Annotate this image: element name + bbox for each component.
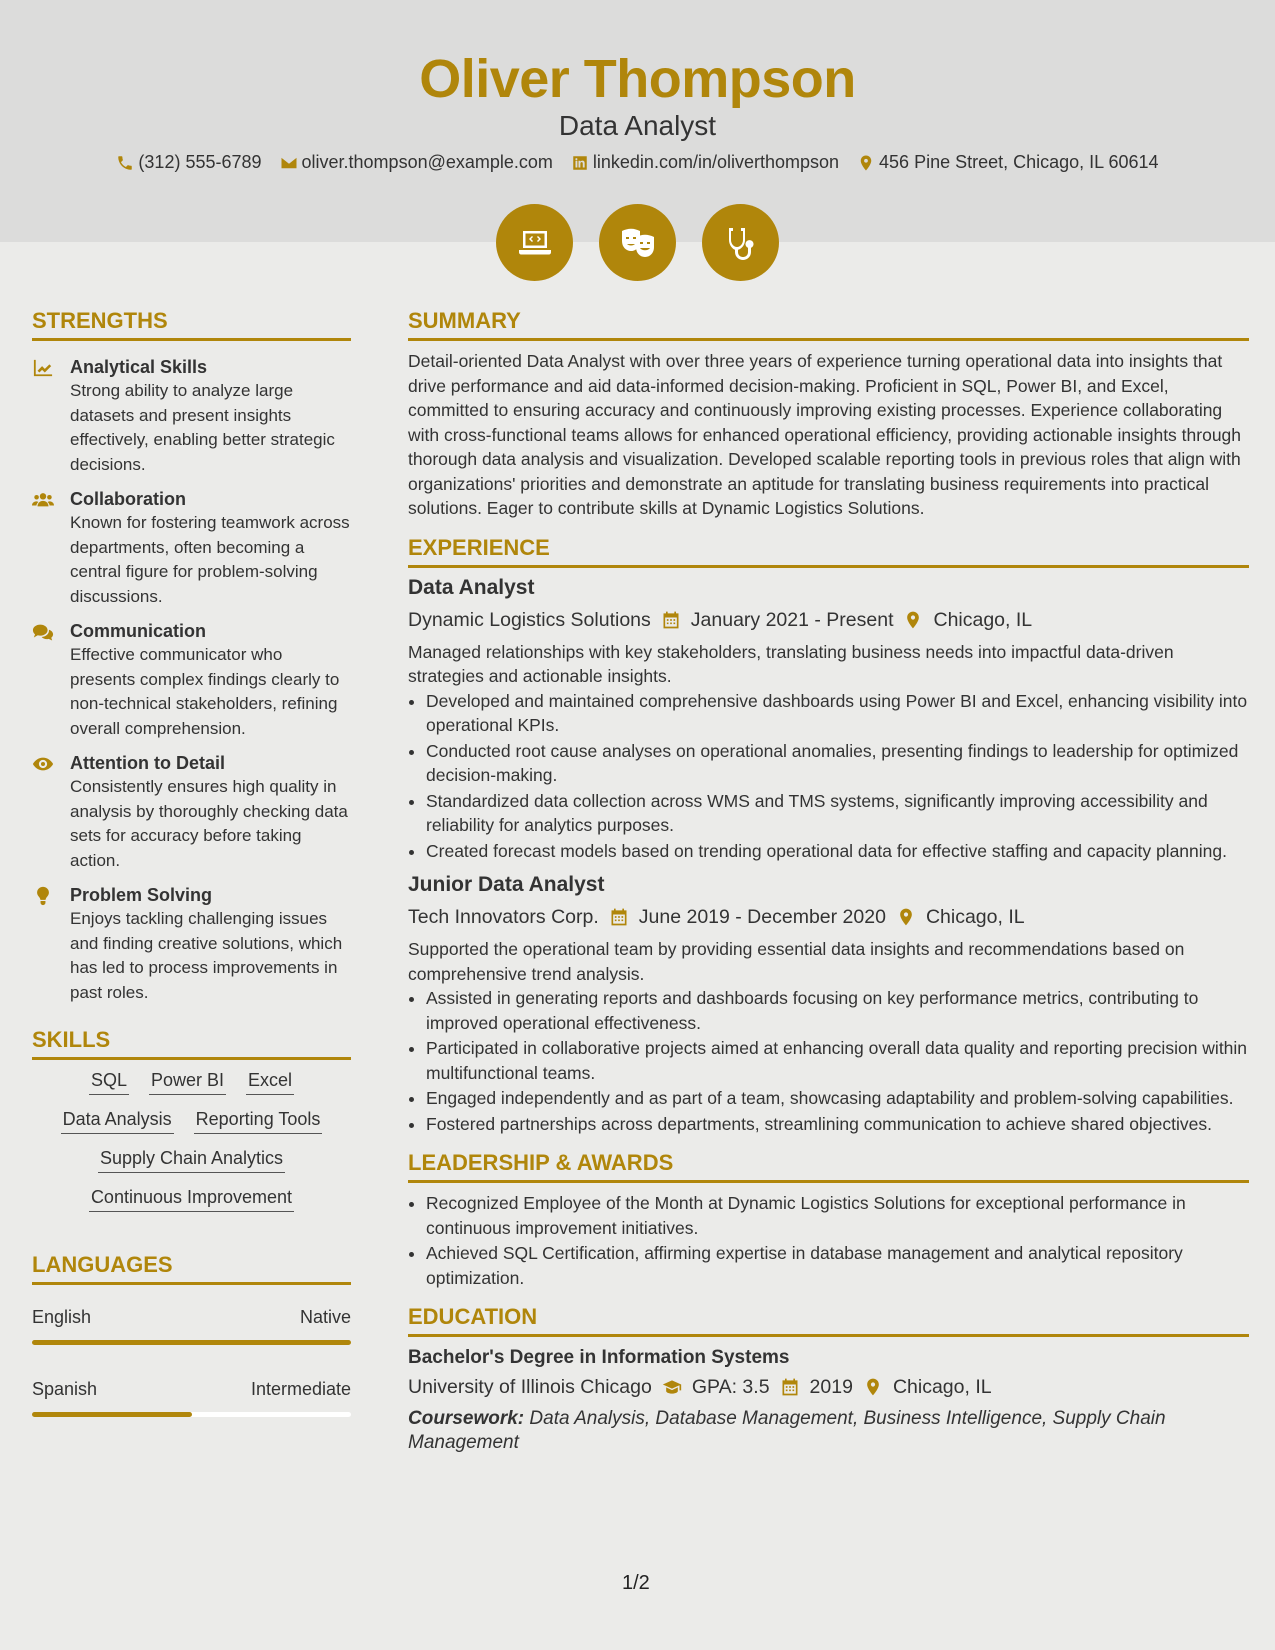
skill-tag: Supply Chain Analytics <box>98 1146 285 1173</box>
left-column <box>32 308 351 1417</box>
strength-title: Analytical Skills <box>70 357 208 377</box>
strength-item <box>32 619 351 741</box>
language-name: English <box>32 1307 92 1327</box>
calendar-icon <box>661 610 681 630</box>
skills-list <box>32 1068 351 1212</box>
map-marker-icon <box>896 907 916 927</box>
list-item: • Participated in collaborative projects aimed at enhancing overall data quality and reporting precision within multifunctional teams. <box>426 1036 1249 1085</box>
contact-address <box>857 152 1159 173</box>
list-item: • Developed and maintained comprehensive dashboards using Power BI and Excel, enhancing visibility into operational KPIs. <box>426 689 1249 738</box>
strength-desc: Effective communicator who presents complex findings clearly to non-technical stakeholders, refining overall comprehension. <box>70 645 340 738</box>
chart-line-icon <box>32 358 54 378</box>
coursework <box>408 1407 1249 1455</box>
interest-coding <box>496 204 573 281</box>
language-proficiency-bar <box>32 1340 351 1345</box>
strength-title: Collaboration <box>70 489 186 509</box>
strength-desc: Enjoys tackling challenging issues and finding creative solutions, which has led to process improvements in past roles. <box>70 909 343 1002</box>
calendar-icon <box>780 1377 800 1397</box>
list-item: • Created forecast models based on trending operational data for effective staffing and capacity planning. <box>426 839 1249 864</box>
coursework-text: Data Analysis, Database Management, Business Intelligence, Supply Chain Management <box>408 1408 1166 1453</box>
list-item: • Assisted in generating reports and dashboards focusing on key performance metrics, contributing to improved operational effectiveness. <box>426 986 1249 1035</box>
job-entry <box>408 871 1249 1136</box>
address-text: 456 Pine Street, Chicago, IL 60614 <box>879 152 1159 172</box>
interest-theater <box>599 204 676 281</box>
job-dates: June 2019 - December 2020 <box>638 906 886 928</box>
strength-item <box>32 883 351 1005</box>
strength-item <box>32 355 351 477</box>
strength-item <box>32 487 351 609</box>
job-entry <box>408 574 1249 864</box>
language-item <box>32 1307 351 1345</box>
skill-tag: SQL <box>89 1068 129 1095</box>
candidate-name: Oliver Thompson <box>419 49 856 109</box>
job-company: Dynamic Logistics Solutions <box>408 608 651 631</box>
contact-email[interactable] <box>280 152 553 173</box>
map-marker-icon <box>857 154 875 172</box>
awards-list <box>408 1191 1249 1290</box>
language-name: Spanish <box>32 1379 98 1399</box>
phone-text: (312) 555-6789 <box>138 152 262 172</box>
languages-heading: LANGUAGES <box>32 1252 351 1285</box>
phone-icon <box>116 154 134 172</box>
list-item: • Recognized Employee of the Month at Dynamic Logistics Solutions for exceptional performance in continuous improvement initiatives. <box>426 1191 1249 1240</box>
list-item: • Conducted root cause analyses on operational anomalies, presenting findings to leadership for optimized decision-making. <box>426 739 1249 788</box>
list-item: • Achieved SQL Certification, affirming expertise in database management and analytical repository optimization. <box>426 1241 1249 1290</box>
education-meta <box>408 1373 1249 1401</box>
contact-linkedin[interactable] <box>571 152 839 173</box>
skill-tag: Excel <box>246 1068 294 1095</box>
skill-tag: Reporting Tools <box>194 1107 323 1134</box>
job-description: Managed relationships with key stakeholders, translating business needs into impactful data-driven strategies and actionable insights. <box>408 641 1174 686</box>
linkedin-text: linkedin.com/in/oliverthompson <box>592 152 840 172</box>
language-level: Native <box>299 1307 351 1327</box>
strength-item <box>32 751 351 873</box>
stethoscope-icon <box>721 223 761 263</box>
strength-desc: Known for fostering teamwork across departments, often becoming a central figure for problem-solving discussions. <box>70 513 350 606</box>
interest-icons <box>0 204 1275 281</box>
skill-tag: Continuous Improvement <box>89 1185 294 1212</box>
job-title: Data Analyst <box>558 110 717 141</box>
linkedin-icon <box>571 154 589 172</box>
strength-desc: Consistently ensures high quality in analysis by thoroughly checking data sets for accuracy before taking action. <box>70 777 348 870</box>
job-role: Junior Data Analyst <box>408 873 605 896</box>
right-column <box>408 308 1249 1455</box>
list-item: • Fostered partnerships across departments, streamlining communication to achieve shared objectives. <box>426 1112 1249 1137</box>
envelope-icon <box>280 154 298 172</box>
lightbulb-icon <box>32 886 54 906</box>
calendar-icon <box>609 907 629 927</box>
education-school: University of Illinois Chicago <box>408 1376 652 1398</box>
email-text: oliver.thompson@example.com <box>301 152 553 172</box>
education-degree: Bachelor's Degree in Information Systems <box>408 1347 790 1368</box>
education-year: 2019 <box>809 1376 853 1398</box>
language-proficiency-fill <box>32 1412 192 1417</box>
job-description: Supported the operational team by providing essential data insights and recommendations based on comprehensive trend analysis. <box>408 939 1185 984</box>
job-location: Chicago, IL <box>925 906 1025 928</box>
education-location: Chicago, IL <box>892 1376 992 1398</box>
experience-heading: EXPERIENCE <box>408 535 1249 568</box>
list-item: • Standardized data collection across WMS and TMS systems, significantly improving accessibility and reliability for analytics purposes. <box>426 789 1249 838</box>
skill-tag: Power BI <box>149 1068 226 1095</box>
job-bullets <box>408 986 1249 1136</box>
map-marker-icon <box>863 1377 883 1397</box>
awards-heading: LEADERSHIP & AWARDS <box>408 1150 1249 1183</box>
language-proficiency-bar <box>32 1412 351 1417</box>
language-proficiency-fill <box>32 1340 351 1345</box>
coursework-label: Coursework: <box>408 1408 525 1429</box>
strength-title: Attention to Detail <box>70 753 225 773</box>
job-company: Tech Innovators Corp. <box>408 906 599 928</box>
theater-masks-icon <box>618 223 658 263</box>
contact-phone[interactable] <box>116 152 261 173</box>
strength-desc: Strong ability to analyze large datasets and present insights effectively, enabling better strategic decisions. <box>70 381 335 474</box>
summary-heading: SUMMARY <box>408 308 1249 341</box>
skills-heading: SKILLS <box>32 1027 351 1060</box>
eye-icon <box>32 754 54 774</box>
graduation-cap-icon <box>662 1377 682 1397</box>
strengths-heading: STRENGTHS <box>32 308 351 341</box>
job-role: Data Analyst <box>408 575 535 599</box>
language-level: Intermediate <box>250 1379 351 1399</box>
skill-tag: Data Analysis <box>61 1107 174 1134</box>
job-bullets <box>408 689 1249 864</box>
summary-text: Detail-oriented Data Analyst with over three years of experience turning operational data into insights that drive performance and aid data-informed decision-making. Proficient in SQL, Power BI, and Excel, committed to ensuring accuracy and continuously improving existing processes. Experience collaborating with cross-functional teams allows for enhanced operational efficiency, providing actionable insights through thorough data analysis and visualization. Developed scalable reporting tools in previous roles that align with organizations' priorities and demonstrate an aptitude for translating business requirements into practical solutions. Eager to contribute skills at Dynamic Logistics Solutions. <box>408 351 1242 518</box>
interest-medical <box>702 204 779 281</box>
education-gpa: GPA: 3.5 <box>691 1376 770 1398</box>
users-icon <box>32 490 54 510</box>
map-marker-icon <box>903 610 923 630</box>
list-item: • Engaged independently and as part of a team, showcasing adaptability and problem-solving capabilities. <box>426 1086 1249 1111</box>
job-location: Chicago, IL <box>933 608 1033 631</box>
comments-icon <box>32 622 54 642</box>
strength-title: Communication <box>70 621 207 641</box>
strength-title: Problem Solving <box>70 885 213 905</box>
language-item <box>32 1379 351 1417</box>
education-heading: EDUCATION <box>408 1304 1249 1337</box>
job-dates: January 2021 - Present <box>690 608 894 631</box>
page-number: 1/2 <box>622 1572 650 1594</box>
job-meta <box>408 606 1249 634</box>
contact-row <box>0 152 1275 173</box>
job-meta <box>408 903 1249 931</box>
laptop-code-icon <box>515 223 555 263</box>
